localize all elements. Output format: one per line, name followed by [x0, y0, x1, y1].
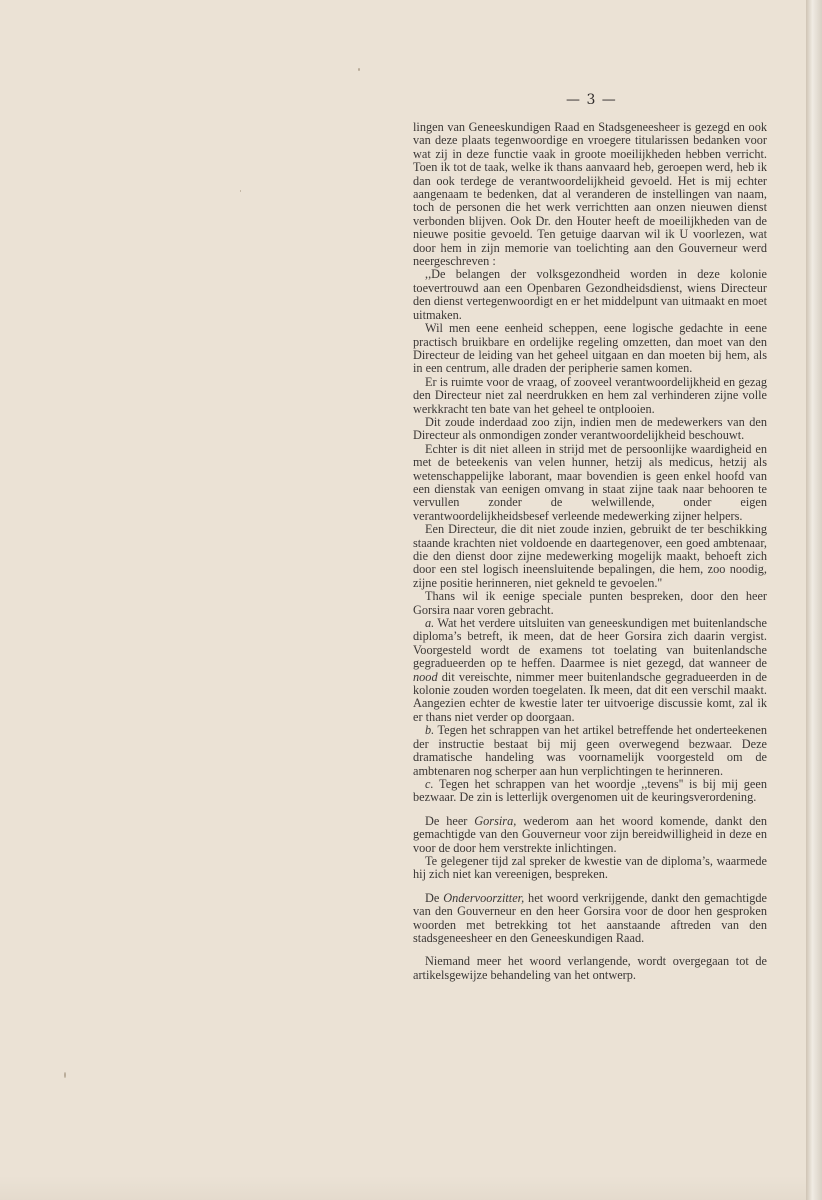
text: wederom aan het woord komende, dankt den gemachtigde van den Gouverneur voor zijn bereidwilligheid in deze en voor de door hem verstrekte inlichtingen.	[413, 813, 767, 855]
paragraph-gorsira	[413, 815, 767, 855]
text: het woord verkrijgende, dankt den gemachtigde van den Gouverneur en den heer Gorsira voor de door hen gesproken woorden met betrekking tot het aanstaande aftreden van den stadsgeneesheer en den Geneeskundigen Raad.	[413, 890, 767, 945]
paragraph: Thans wil ik eenige speciale punten bespreken, door den heer Gorsira naar voren gebracht.	[413, 589, 767, 617]
paragraph: Te gelegener tijd zal spreker de kwestie van de diploma’s, waarmede hij zich niet kan vereenigen, bespreken.	[413, 853, 767, 882]
body-text	[413, 121, 767, 982]
paragraph: Wil men eene eenheid scheppen, eene logische gedachte in eene practisch bruikbare en ordelijke regeling omzetten, dan moet van den Directeur de leiding van het geheel uitgaan en dan moeten bij hem, als in een centrum, alle draden der peripherie samen komen.	[413, 321, 767, 376]
speaker-name: Ondervoorzitter,	[443, 890, 525, 905]
page-bottom-shade	[0, 1176, 806, 1200]
emphasis: nood	[413, 669, 438, 684]
paragraph-ondervoorzitter	[413, 892, 767, 946]
paper-speck	[240, 190, 241, 192]
speaker-name: Gorsira,	[474, 813, 517, 828]
point-label: c.	[425, 776, 434, 791]
text: De heer	[425, 813, 475, 828]
text: De	[425, 890, 444, 905]
paragraph: Echter is dit niet alleen in strijd met de persoonlijke waardigheid en met de beteekenis van velen hunner, hetzij als medicus, hetzij als wetenschappelijke laborant, maar bovendien is geen enkel hoofd van een dienstak van eenigen omvang in staat zijne taak naar behooren te vervullen zonder de welwillende, onder eigen verantwoordelijkheidsbesef verleende medewerking zijner helpers.	[413, 441, 767, 523]
paragraph: Een Directeur, die dit niet zoude inzien, gebruikt de ter beschikking staande krachten niet voldoende en daartegenover, een goed ambtenaar, die den dienst door zijne medewerking mogelijk maakt, behoeft zich door een stel logisch ineensluitende bepalingen, die hem, zoo noodig, zijne positie herinneren, niet gekneld te gevoelen.''	[413, 522, 767, 590]
paragraph-point-a	[413, 617, 767, 724]
paragraph-point-c	[413, 778, 767, 805]
paragraph-quote: ,,De belangen der volksgezondheid worden in deze kolonie toevertrouwd aan een Openbaren Gezondheidsdienst, wiens Directeur den dienst vertegenwoordigt en er het middelpunt van uitmaakt en moet uitmaken.	[413, 267, 767, 322]
point-text: dit vereischte, nimmer meer buitenlandsche gegradueerden in de kolonie zouden worden toegelaten. Ik meen, dat dit een verschil maakt. Aangezien echter de kwestie later ter uitvoerige discussie komt, zal ik er thans niet verder op doorgaan.	[413, 669, 767, 724]
paper-speck	[64, 1072, 66, 1078]
paragraph: Dit zoude inderdaad zoo zijn, indien men de medewerkers van den Directeur als onmondigen zonder verantwoordelijkheid beschouwt.	[413, 414, 767, 443]
point-text: Tegen het schrappen van het woordje ,,tevens'' is bij mij geen bezwaar. De zin is letterlijk overgenomen uit de keuringsverordening.	[413, 776, 767, 805]
point-label: a.	[425, 616, 435, 631]
paragraph: Er is ruimte voor de vraag, of zooveel verantwoordelijkheid en gezag den Directeur niet zal neerdrukken en hem zal verhinderen zijne volle werkkracht ten bate van het geheel te ontplooien.	[413, 374, 767, 416]
paper-speck	[358, 68, 360, 71]
paragraph-closing: Niemand meer het woord verlangende, wordt overgegaan tot de artikelsgewijze behandeling van het ontwerp.	[413, 954, 767, 982]
point-text: Wat het verdere uitsluiten van geneeskundigen met buitenlandsche diploma’s betreft, ik meen, dat de heer Gorsira zich daarin vergist. Voorgesteld wordt de examens tot toelating van buitenlandsche gegradueerden op te heffen. Daarmee is niet gezegd, dat wanneer de	[413, 616, 767, 671]
page-edge	[806, 0, 822, 1200]
page-number: — 3 —	[566, 92, 617, 108]
point-label: b.	[425, 723, 435, 738]
paragraph-point-b	[413, 724, 767, 778]
paragraph: lingen van Geneeskundigen Raad en Stadsgeneesheer is gezegd en ook van deze plaats tegenwoordige en vroegere titularissen bedanken voor wat zij in deze functie vaak in groote moeilijkheden hebben verricht. Toen ik tot de taak, welke ik thans aanvaard heb, geroepen werd, heb ik dan ook terdege de verantwoordelijkheid gevoeld. Het is mij echter aangenaam te bedenken, dat al veranderen de instellingen van naam, toch de personen die het werk verrichtten aan onzen nieuwen dienst verbonden blijven. Ook Dr. den Houter heeft de moeilijkheden van de nieuwe positie gevoeld. Ten getuige daarvan wil ik U voorlezen, wat door hem in zijn memorie van toelichting aan den Gouverneur werd neergeschreven :	[413, 120, 767, 269]
point-text: Tegen het schrappen van het artikel betreffende het onderteekenen der instructie bestaat bij mij geen overwegend bezwaar. Deze dramatische handeling was voornamelijk voorgesteld om de ambtenaren nog scherper aan hun verplichtingen te herinneren.	[413, 723, 767, 778]
